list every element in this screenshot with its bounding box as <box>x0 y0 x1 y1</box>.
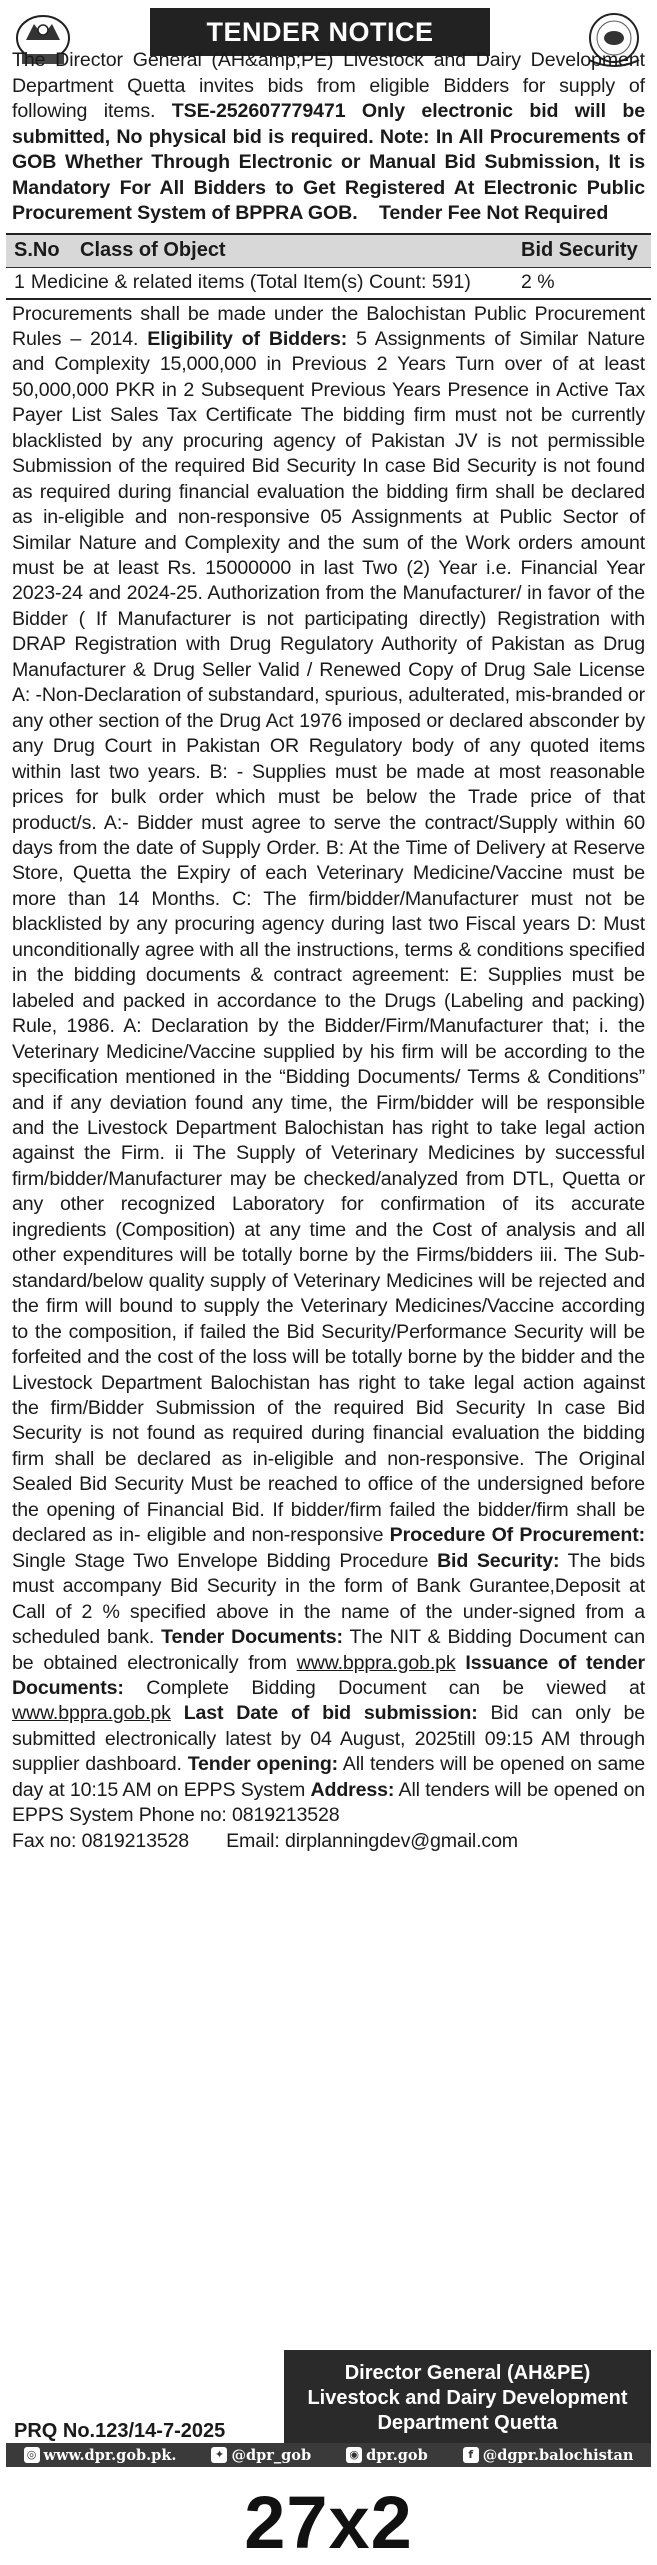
cell-class-of-object: Medicine & related items (Total Item(s) Count: 591) <box>30 271 471 293</box>
social-bar <box>6 2443 651 2467</box>
cell-sno: 1 <box>14 271 25 293</box>
body-text: Bid can only be submitted electronically latest by 04 August, 2025till 09:15 AM through supplier dashboard. <box>12 1702 645 1776</box>
table-header-row <box>6 235 651 268</box>
header-class-of-object: Class of Object <box>80 239 226 261</box>
contact-email[interactable]: Email: dirplanningdev@gmail.com <box>226 1829 518 1852</box>
twitter-item[interactable] <box>211 2447 311 2464</box>
body-text: All tenders will be opened on same day at 10:15 AM on EPPS System <box>12 1753 645 1801</box>
signature-line: Director General (AH&PE) <box>344 2362 591 2384</box>
items-table <box>6 233 651 300</box>
instagram-item[interactable] <box>346 2447 428 2464</box>
bppra-link[interactable]: www.bppra.gob.pk <box>296 1651 456 1674</box>
heading-last-date: Last Date of bid submission: <box>170 1702 478 1725</box>
heading-tender-documents: Tender Documents: <box>161 1626 343 1649</box>
heading-issuance: Issuance of tender Documents: <box>12 1651 645 1699</box>
intro-text: The Director General (AH&amp;PE) Livestock and Dairy Development Department Quetta invites bids from eligible Bidders for supply of following items. <box>12 49 645 122</box>
facebook-item[interactable] <box>463 2447 634 2464</box>
globe-icon: ◎ <box>24 2447 40 2463</box>
facebook-icon: f <box>463 2447 479 2463</box>
cell-bid-security: 2 % <box>521 271 555 293</box>
heading-address: Address: <box>310 1778 395 1801</box>
body-text: 5 Assignments of Similar Nature and Complexity 15,000,000 in Previous 2 Years Turn over of at least 50,000,000 PKR in 2 Subsequent Previous Years Presence in Active Tax Payer List Sales Tax Certificate The bidding firm must not be currently blacklisted by any procuring agency of Pakistan JV is not permissible Submission of the required Bid Security In case Bid Security is not found as required during financial evaluation the bidding firm shall be declared as in-eligible and non-responsive 05 Assignments at Public Sector of Similar Nature and Complexity and the sum of the Work orders amount must be at least Rs. 15000000 in last Two (2) Year i.e. Financial Year 2023-24 and 2024-25. Authorization from the Manufacturer/ in favor of the Bidder ( If Manufacturer is not participating directly) Registration with DRAP Registration with Drug Regulatory Authority of Pakistan as Drug Manufacturer & Drug Seller Valid / Renewed Copy of Drug Sale License A: -Non-Declaration of substandard, spurious, adulterated, mis-branded or any other section of the Drug Act 1976 imposed or declared absconder by any Drug Court in Pakistan OR Regulatory body of any quoted items within last two years. B: - Supplies must be made at most reasonable prices for bulk order which must be below the Trade price of that product/s. A:- Bidder must agree to serve the contract/Supply within 60 days from the date of Supply Order. B: At the Time of Delivery at Reserve Store, Quetta the Expiry of each Veterinary Medicine/Vaccine must be more than 14 Months. C: The firm/bidder/Manufacturer must not be blacklisted by any procuring agency during last two Fiscal years D: Must unconditionally agree with all the instructions, terms & conditions specified in the bidding documents & contract agreement: E: Supplies must be labeled and packed in accordance to the Drugs (Labeling and packing) Rule, 1986. A: Declaration by the Bidder/Firm/Manufacturer that; i. the Veterinary Medicine/Vaccine supplied by his firm will be according to the specification mentioned in the “Bidding Documents/ Terms & Conditions” and if any deviation found any time, the Firm/bidder will be responsible and the Livestock Department Balochistan has right to take legal action against the Firm. ii The Supply of Veterinary Medicines by successful firm/bidder/Manufacturer may be checked/analyzed from DTL, Quetta or any other recognized Laboratory for confirmation of its accurate ingredients (Composition) at any time and the Cost of analysis and all other expenditures will be totally borne by the Firms/bidders iii. The Sub-standard/below quality supply of Veterinary Medicines will be rejected and the firm will bound to supply the Veterinary Medicines/Vaccine according to the composition, if failed the Bid Security/Performance Security will be forfeited and the cost of the loss will be totally borne by the bidder and the Livestock Department Balochistan has right to take legal action against the firm/Bidder Submission of the required Bid Security In case Bid Security is not found as required during financial evaluation the bidding firm shall be declared as in-eligible and non-responsive. The Original Sealed Bid Security Must be reached to office of the undersigned before the opening of Financial Bid. If bidder/firm failed the bidder/firm shall be declared as in- eligible and non-responsive <box>12 327 645 1547</box>
ad-size-code: 27x2 <box>244 2481 413 2564</box>
website-item[interactable] <box>24 2447 177 2464</box>
website-label: www.dpr.gob.pk. <box>43 2446 177 2464</box>
signature-line: Department Quetta <box>377 2412 558 2434</box>
bppra-link[interactable]: www.bppra.gob.pk <box>12 1702 171 1725</box>
prq-number: PRQ No.123/14-7-2025 <box>14 2420 226 2442</box>
twitter-label: @dpr_gob <box>231 2446 312 2464</box>
body-text: The bids must accompany Bid Security in the form of Bank Gurantee,Deposit at Call of 2 % specified above in the name of the under-signed from a scheduled bank. <box>12 1549 646 1649</box>
signature-block <box>284 2350 651 2447</box>
heading-bid-security: Bid Security: <box>437 1549 560 1572</box>
page-title: TENDER NOTICE <box>150 8 490 56</box>
heading-procedure: Procedure Of Procurement: <box>389 1524 645 1547</box>
instagram-label: dpr.gob <box>366 2446 428 2464</box>
instagram-icon: ◉ <box>346 2447 362 2463</box>
intro-paragraph <box>6 48 651 227</box>
facebook-label: @dgpr.balochistan <box>482 2446 634 2464</box>
body-text: Procurements shall be made under the Balochistan Public Procurement Rules – 2014. <box>12 302 645 350</box>
footer <box>6 2350 651 2455</box>
twitter-icon: ✦ <box>211 2447 227 2463</box>
header-sno: S.No <box>14 239 60 261</box>
notice-body <box>6 302 651 1855</box>
heading-tender-opening: Tender opening: <box>187 1753 339 1776</box>
body-text: All tenders will be opened on EPPS System Phone no: 0819213528 <box>12 1778 645 1827</box>
heading-eligibility: Eligibility of Bidders: <box>147 327 348 350</box>
fax-number: Fax no: 0819213528 <box>12 1829 190 1852</box>
tender-fee-note: Tender Fee Not Required <box>378 202 609 224</box>
table-row <box>6 268 651 300</box>
body-text: The NIT & Bidding Document can be obtained electronically from <box>12 1626 645 1674</box>
body-text: Complete Bidding Document can be viewed at <box>123 1676 645 1699</box>
tender-notice-page <box>6 8 651 2442</box>
intro-bold-note: TSE-252607779471 Only electronic bid will be submitted, No physical bid is required. Note: In All Procurements of GOB Whether Through Electronic or Manual Bid Submission, It is Mandatory For All Bidders to Get Registered At Electronic Public Procurement System of BPPRA GOB. <box>12 100 645 224</box>
header-bid-security: Bid Security <box>521 239 638 261</box>
signature-line: Livestock and Dairy Development <box>307 2387 628 2409</box>
body-text: Single Stage Two Envelope Bidding Procedure <box>12 1549 438 1572</box>
